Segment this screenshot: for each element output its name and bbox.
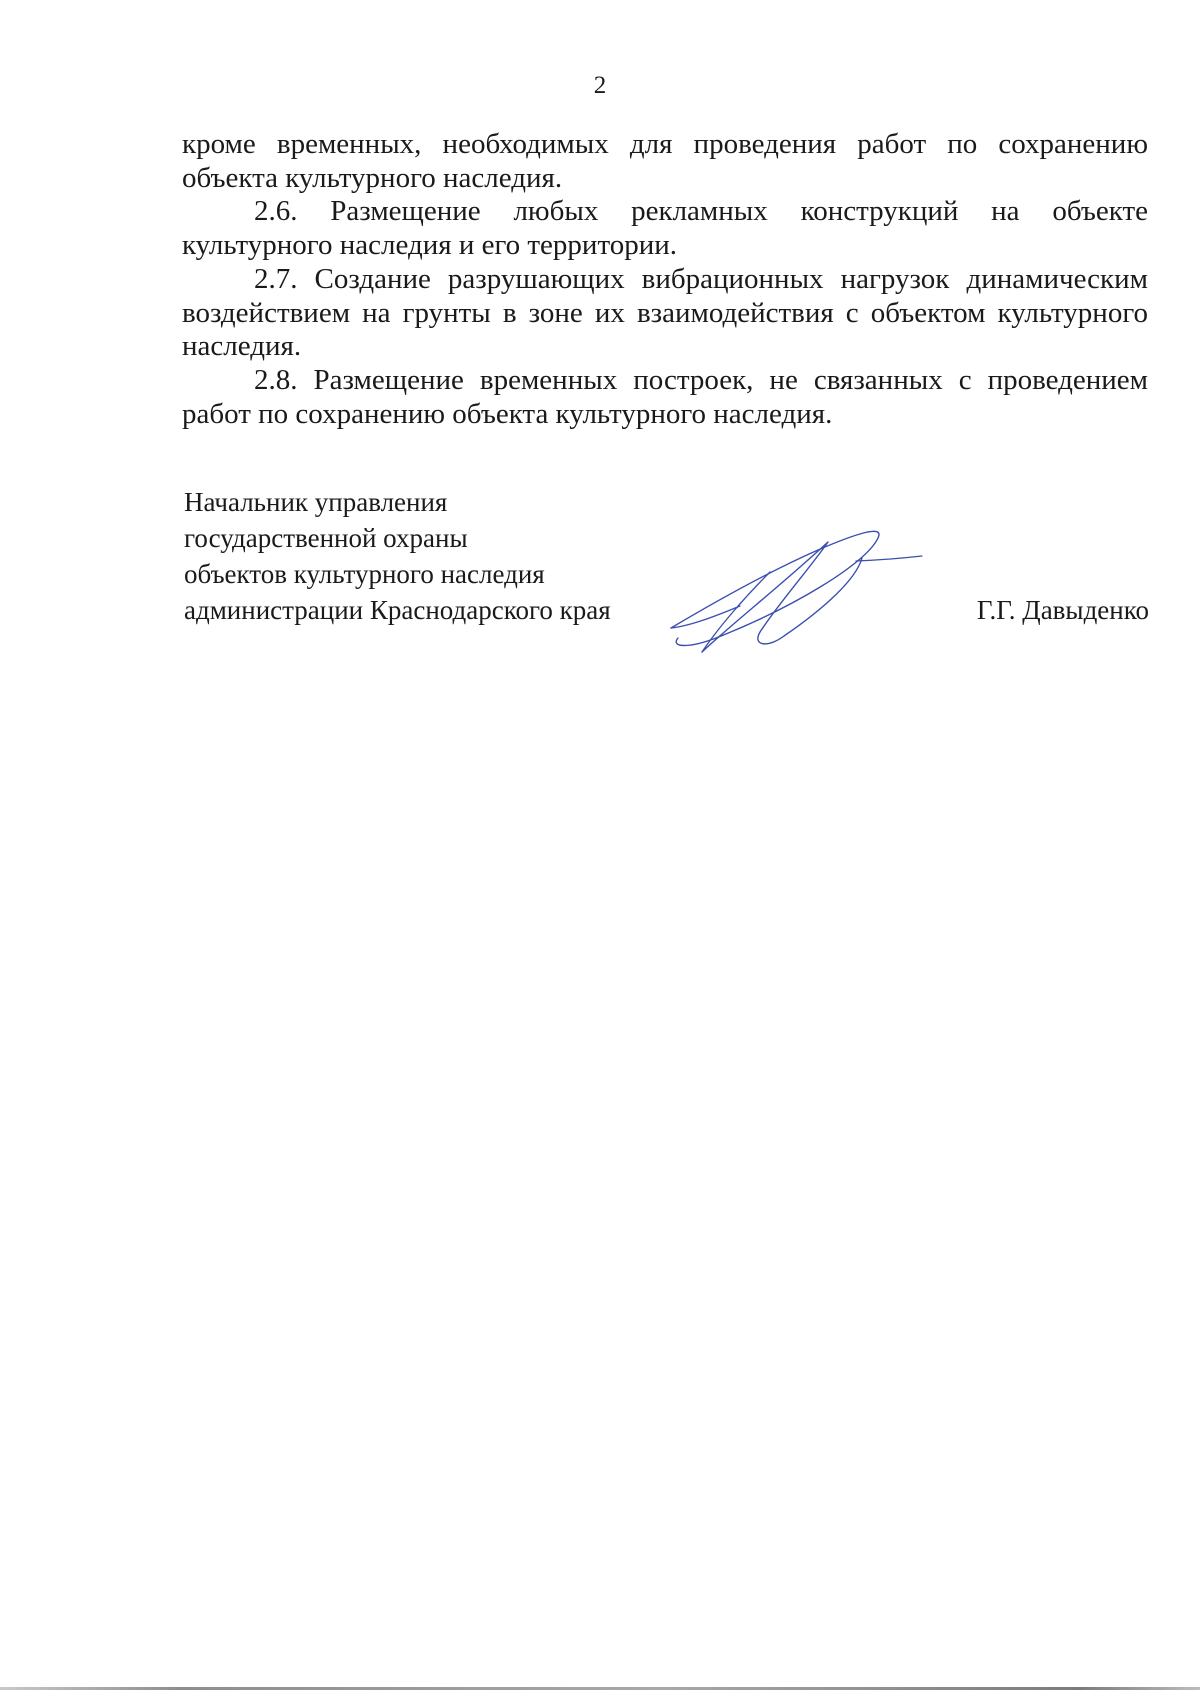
handwritten-signature <box>660 520 960 670</box>
signatory-position-line: администрации Краснодарского края <box>184 595 611 625</box>
signatory-position-line: объектов культурного наследия <box>184 559 545 589</box>
scan-edge-line <box>0 1687 1200 1690</box>
signatory-position-line: Начальник управления <box>184 487 448 517</box>
page-number: 2 <box>593 72 607 99</box>
signatory-position-line: государственной охраны <box>184 523 468 553</box>
signatory-name: Г.Г. Давыденко <box>976 595 1149 625</box>
paragraph-item-2-7: 2.7. Создание разрушающих вибрационных нагрузок динамическим воздействием на грунты в зоне их взаимодействия с объектом культурного наследия. <box>182 262 1148 363</box>
signatory-position <box>184 484 654 628</box>
signature-block <box>0 484 1200 684</box>
paragraph-continuation: кроме временных, необходимых для проведения работ по сохранению объекта культурного наследия. <box>182 128 1148 194</box>
paragraph-item-2-8: 2.8. Размещение временных построек, не связанных с проведением работ по сохранению объекта культурного наследия. <box>182 363 1148 430</box>
document-body <box>182 128 1148 431</box>
paragraph-item-2-6: 2.6. Размещение любых рекламных конструкций на объекте культурного наследия и его территории. <box>182 195 1148 262</box>
